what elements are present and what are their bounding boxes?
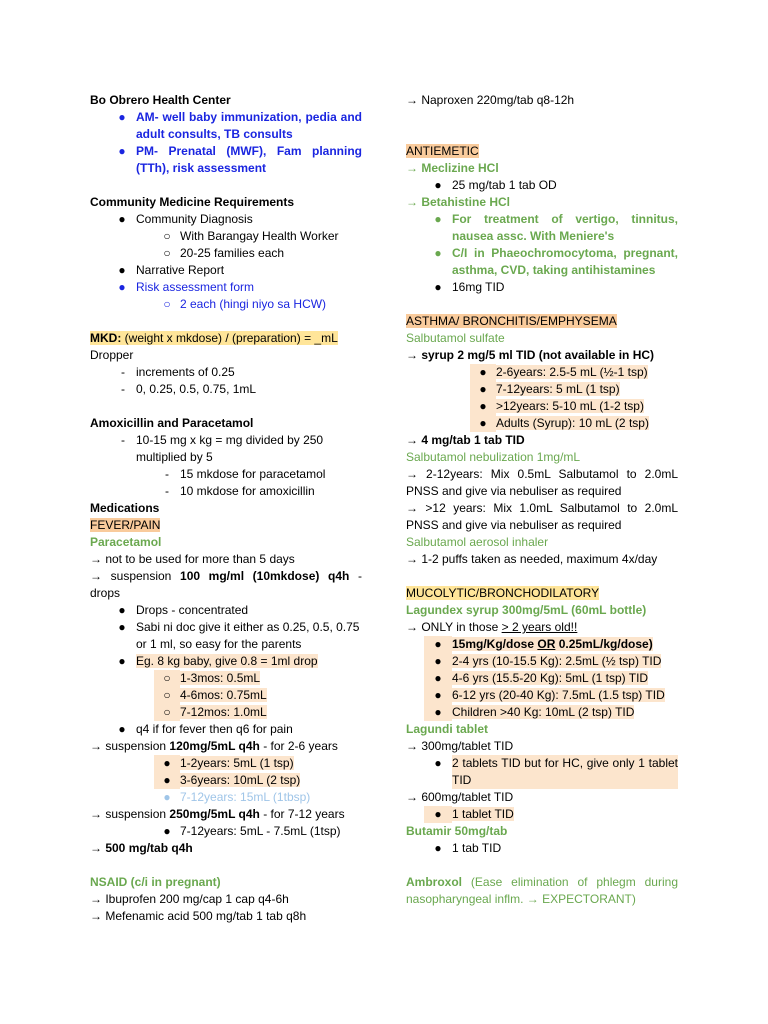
req-item: ● Community Diagnosis	[118, 212, 253, 226]
drops-item: ● Eg. 8 kg baby, give 0.8 = 1ml drop	[118, 654, 318, 668]
drops-item: ● Drops - concentrated	[118, 603, 249, 617]
right-column	[406, 92, 678, 908]
beta-item: ● C/I in Phaeochromocytoma, pregnant, asthma, CVD, taking antihistamines	[434, 246, 678, 277]
req-sub-item: ○ With Barangay Health Worker	[163, 229, 339, 243]
lagundex-heading: Lagundex syrup 300mg/5mL (60mL bottle)	[406, 603, 647, 617]
tab-600: → 600mg/tablet TID	[406, 790, 514, 804]
mefenamic: → Mefenamic acid 500 mg/tab 1 tab q8h	[90, 909, 307, 923]
susp120-item: ● 7-12years: 15mL (1tbsp)	[163, 790, 311, 804]
am-text: - well baby immunization, pedia and adult consults, TB consults	[136, 110, 362, 141]
req-item: ● Narrative Report	[118, 263, 225, 277]
meclizine-heading: → Meclizine HCl	[406, 161, 499, 175]
drop-age-item: ○ 1-3mos: 0.5mL	[90, 670, 362, 687]
tab-300: → 300mg/tablet TID	[406, 739, 514, 753]
dropper-label: Dropper	[90, 348, 134, 362]
susp120-item: ● 1-2years: 5mL (1 tsp)	[90, 755, 362, 772]
only-note: → ONLY in those > 2 years old!!	[406, 620, 578, 634]
drop-age-item: ○ 7-12mos: 1.0mL	[90, 704, 362, 721]
lagundi-tablet-heading: Lagundi tablet	[406, 722, 488, 736]
mkd-formula: MKD: (weight x mkdose) / (preparation) = _mL	[90, 331, 338, 345]
amox-sub-item: - 15 mkdose for paracetamol	[165, 467, 326, 481]
neb-2-12: → 2-12years: Mix 0.5mL Salbutamol to 2.0mL PNSS and give via nebuliser as required	[406, 467, 678, 498]
req-item: ● Risk assessment form	[118, 280, 255, 294]
paracetamol-note: → not to be used for more than 5 days	[90, 552, 295, 566]
ambroxol-line: Ambroxol (Ease elimination of phlegm during nasopharyngeal inflm. → EXPECTORANT)	[406, 875, 678, 906]
lagundex-item: ● 4-6 yrs (15.5-20 Kg): 5mL (1 tsp) TID	[406, 670, 678, 687]
tab600-item: ● 1 tablet TID	[406, 806, 678, 823]
naproxen: → Naproxen 220mg/tab q8-12h	[406, 93, 575, 107]
lagundex-dose: ● 15mg/Kg/dose OR 0.25mL/kg/dose)	[406, 636, 678, 653]
amox-sub-item: - 10 mkdose for amoxicillin	[165, 484, 315, 498]
suspension-120: → suspension 120mg/5mL q4h - for 2-6 years	[90, 739, 338, 753]
beta-item: ● For treatment of vertigo, tinnitus, nausea assc. With Meniere's	[434, 212, 678, 243]
betahistine-heading: → Betahistine HCl	[406, 195, 511, 209]
drop-age-item: ○ 4-6mos: 0.75mL	[90, 687, 362, 704]
salbutamol-sulfate: Salbutamol sulfate	[406, 331, 505, 345]
center-title: Bo Obrero Health Center	[90, 93, 231, 107]
lagundex-item: ● 2-4 yrs (10-15.5 Kg): 2.5mL (½ tsp) TID	[406, 653, 678, 670]
nsaid-heading: NSAID (c/i in pregnant)	[90, 875, 221, 889]
neb-over-12: → >12 years: Mix 1.0mL Salbutamol to 2.0mL PNSS and give via nebuliser as required	[406, 501, 678, 532]
tab-500: → 500 mg/tab q4h	[90, 841, 193, 855]
pm-label: PM	[136, 144, 154, 158]
am-label: AM	[136, 110, 155, 124]
beta-dose: ● 16mg TID	[434, 280, 505, 294]
meclizine-dose: ● 25 mg/tab 1 tab OD	[434, 178, 557, 192]
syrup-line: → syrup 2 mg/5 ml TID (not available in HC)	[406, 348, 655, 362]
dropper-item: - 0, 0.25, 0.5, 0.75, 1mL	[121, 382, 257, 396]
susp120-item: ● 3-6years: 10mL (2 tsp)	[90, 772, 362, 789]
drops-item: ● Sabi ni doc give it either as 0.25, 0.5, 0.75 or 1 ml, so easy for the parents	[118, 620, 360, 651]
butamir-heading: Butamir 50mg/tab	[406, 824, 508, 838]
requirements-title: Community Medicine Requirements	[90, 195, 295, 209]
butamir-item: ● 1 tab TID	[434, 841, 502, 855]
tab300-item: ● 2 tablets TID but for HC, give only 1 tablet TID	[434, 756, 678, 787]
medications-title: Medications	[90, 501, 160, 515]
suspension-drops: → suspension 100 mg/ml (10mkdose) q4h - drops	[90, 569, 362, 600]
suspension-250: → suspension 250mg/5mL q4h - for 7-12 years	[90, 807, 345, 821]
asthma-heading: ASTHMA/ BRONCHITIS/EMPHYSEMA	[406, 314, 617, 328]
lagundex-item: ● 6-12 yrs (20-40 Kg): 7.5mL (1.5 tsp) TID	[406, 687, 678, 704]
amox-item-cont: multiplied by 5	[136, 450, 213, 464]
ibuprofen: → Ibuprofen 200 mg/cap 1 cap q4-6h	[90, 892, 289, 906]
fever-pain-heading: FEVER/PAIN	[90, 518, 161, 532]
syrup-item: ● >12years: 5-10 mL (1-2 tsp)	[406, 398, 678, 415]
syrup-item: ● 7-12years: 5 mL (1 tsp)	[406, 381, 678, 398]
syrup-item: ● Adults (Syrup): 10 mL (2 tsp)	[406, 415, 678, 432]
amox-item: - 10-15 mg x kg = mg divided by 250	[121, 433, 324, 447]
aerosol-heading: Salbutamol aerosol inhaler	[406, 535, 549, 549]
dropper-item: - increments of 0.25	[121, 365, 235, 379]
susp250-item: ● 7-12years: 5mL - 7.5mL (1tsp)	[163, 824, 341, 838]
pm-text: - Prenatal (MWF), Fam planning (TTh), risk assessment	[136, 144, 362, 175]
mucolytic-heading: MUCOLYTIC/BRONCHODILATORY	[406, 586, 600, 600]
pm-bullet: ● PM- Prenatal (MWF), Fam planning (TTh), risk assessment	[118, 144, 362, 175]
left-column	[90, 92, 362, 925]
nebulization-heading: Salbutamol nebulization 1mg/mL	[406, 450, 581, 464]
paracetamol-heading: Paracetamol	[90, 535, 162, 549]
syrup-item: ● 2-6years: 2.5-5 mL (½-1 tsp)	[406, 364, 678, 381]
lagundex-item: ● Children >40 Kg: 10mL (2 tsp) TID	[406, 704, 678, 721]
antiemetic-heading: ANTIEMETIC	[406, 144, 479, 158]
tab-4mg: → 4 mg/tab 1 tab TID	[406, 433, 525, 447]
amox-title: Amoxicillin and Paracetamol	[90, 416, 254, 430]
am-bullet: ● AM- well baby immunization, pedia and adult consults, TB consults	[118, 110, 362, 141]
aerosol-dose: → 1-2 puffs taken as needed, maximum 4x/day	[406, 552, 658, 566]
req-sub-item: ○ 20-25 families each	[163, 246, 285, 260]
q4-note: ● q4 if for fever then q6 for pain	[118, 722, 293, 736]
req-sub-item: ○ 2 each (hingi niyo sa HCW)	[163, 297, 327, 311]
